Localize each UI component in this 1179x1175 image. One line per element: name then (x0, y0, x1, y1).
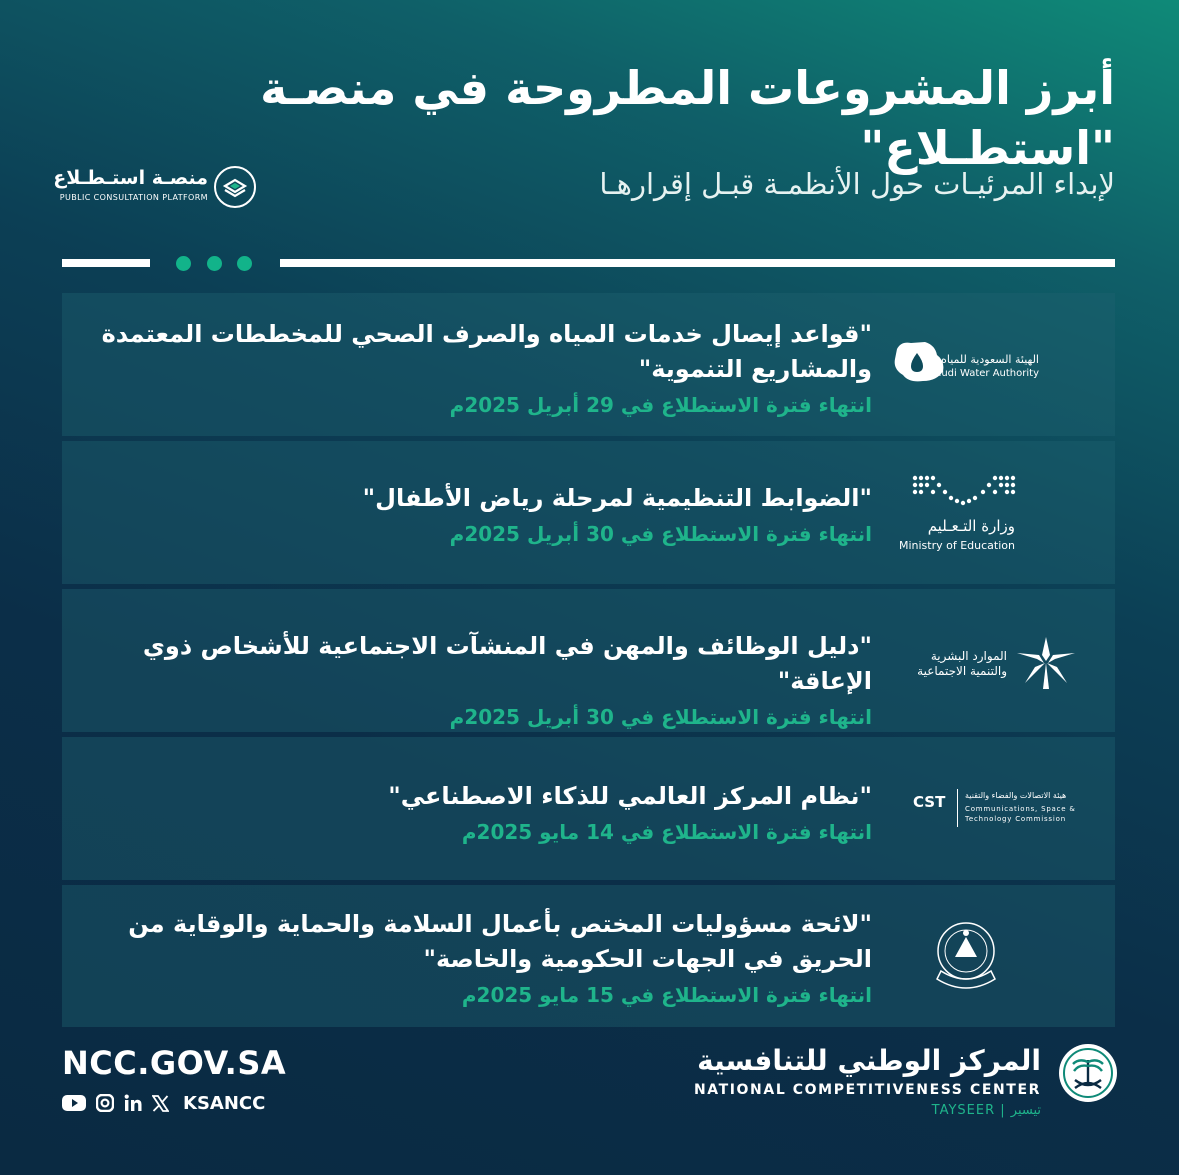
project-title: "الضوابط التنظيمية لمرحلة رياض الأطفال" (362, 484, 872, 512)
logo-separator (957, 789, 958, 827)
instagram-icon[interactable] (96, 1094, 114, 1112)
divider-line-right (280, 259, 1115, 267)
project-card-text (82, 907, 872, 1011)
cst-commission-logo (889, 787, 1079, 867)
project-card-text (82, 779, 872, 848)
org-name-en: Saudi Water Authority (928, 368, 1039, 379)
social-handle[interactable]: KSANCC (183, 1092, 266, 1114)
youtube-icon[interactable] (62, 1094, 86, 1112)
page-title: أبرز المشروعات المطروحة في منصـة "استطـلاع" (260, 61, 1115, 175)
org-name-en: Communications, Space & (965, 805, 1076, 813)
cst-abbr-logo: CST (913, 793, 946, 811)
divider-line-left (62, 259, 150, 267)
ncc-emblem-icon (1059, 1044, 1117, 1102)
tayseer-label: TAYSEER | تيسير (931, 1103, 1041, 1118)
platform-name-ar: منصـة استـطـلاع (53, 167, 208, 189)
social-links (62, 1092, 265, 1114)
divider-dot (237, 256, 252, 271)
saudi-water-authority-logo (889, 337, 1079, 417)
project-card (62, 293, 1115, 436)
ncc-name-ar: المركز الوطني للتنافسية (697, 1044, 1041, 1077)
page-subtitle: لإبداء المرئيـات حول الأنظمـة قبـل إقرارهـا (599, 167, 1115, 201)
project-card (62, 441, 1115, 584)
project-title: "دليل الوظائف والمهن في المنشآت الاجتماعية للأشخاص ذوي الإعاقة" (142, 632, 872, 695)
linkedin-icon[interactable] (124, 1094, 142, 1112)
civil-defense-emblem (889, 917, 1079, 997)
org-name-ar-line-2: والتنمية الاجتماعية (917, 664, 1007, 678)
org-name-en-line-2: Technology Commission (965, 815, 1066, 823)
ministry-of-education-icon (911, 473, 1017, 507)
project-title: "لائحة مسؤوليات المختص بأعمال السلامة والحماية والوقاية من الحريق في الجهات الحكومية والخاصة" (128, 910, 872, 973)
project-card (62, 589, 1115, 732)
org-name-ar: الهيئة السعودية للمياه (941, 353, 1039, 366)
project-deadline: انتهاء فترة الاستطلاع في 30 أبريل 2025م (449, 522, 872, 546)
website-url[interactable]: NCC.GOV.SA (62, 1044, 287, 1082)
project-deadline: انتهاء فترة الاستطلاع في 29 أبريل 2025م (449, 393, 872, 417)
hrsd-ministry-logo (889, 627, 1079, 707)
org-name-ar: هيئة الاتصالات والفضاء والتقنية (965, 791, 1067, 800)
ministry-of-education-logo (889, 471, 1079, 551)
project-card (62, 737, 1115, 880)
project-card (62, 885, 1115, 1027)
platform-name-en: PUBLIC CONSULTATION PLATFORM (59, 193, 208, 202)
ncc-name-en: NATIONAL COMPETITIVENESS CENTER (693, 1082, 1041, 1098)
project-title: "قواعد إيصال خدمات المياه والصرف الصحي للمخططات المعتمدة والمشاريع التنموية" (101, 320, 872, 383)
platform-logo (53, 164, 260, 210)
org-name-en: Ministry of Education (898, 539, 1015, 552)
org-name-ar: الموارد البشرية (930, 649, 1007, 663)
org-name-ar: وزارة التـعـليم (927, 517, 1015, 535)
divider-dot (207, 256, 222, 271)
platform-logo-icon (214, 166, 256, 208)
palm-leaves-icon (1013, 633, 1079, 691)
project-card-text (82, 629, 872, 733)
project-title: "نظام المركز العالمي للذكاء الاصطناعي" (388, 782, 872, 810)
divider-dot (176, 256, 191, 271)
project-deadline: انتهاء فترة الاستطلاع في 14 مايو 2025م (461, 820, 872, 844)
project-card-text (82, 317, 872, 421)
project-deadline: انتهاء فترة الاستطلاع في 15 مايو 2025م (461, 983, 872, 1007)
x-icon[interactable] (152, 1095, 169, 1112)
civil-defense-emblem-icon (925, 917, 1007, 995)
project-deadline: انتهاء فترة الاستطلاع في 30 أبريل 2025م (449, 705, 872, 729)
project-card-text (82, 481, 872, 550)
